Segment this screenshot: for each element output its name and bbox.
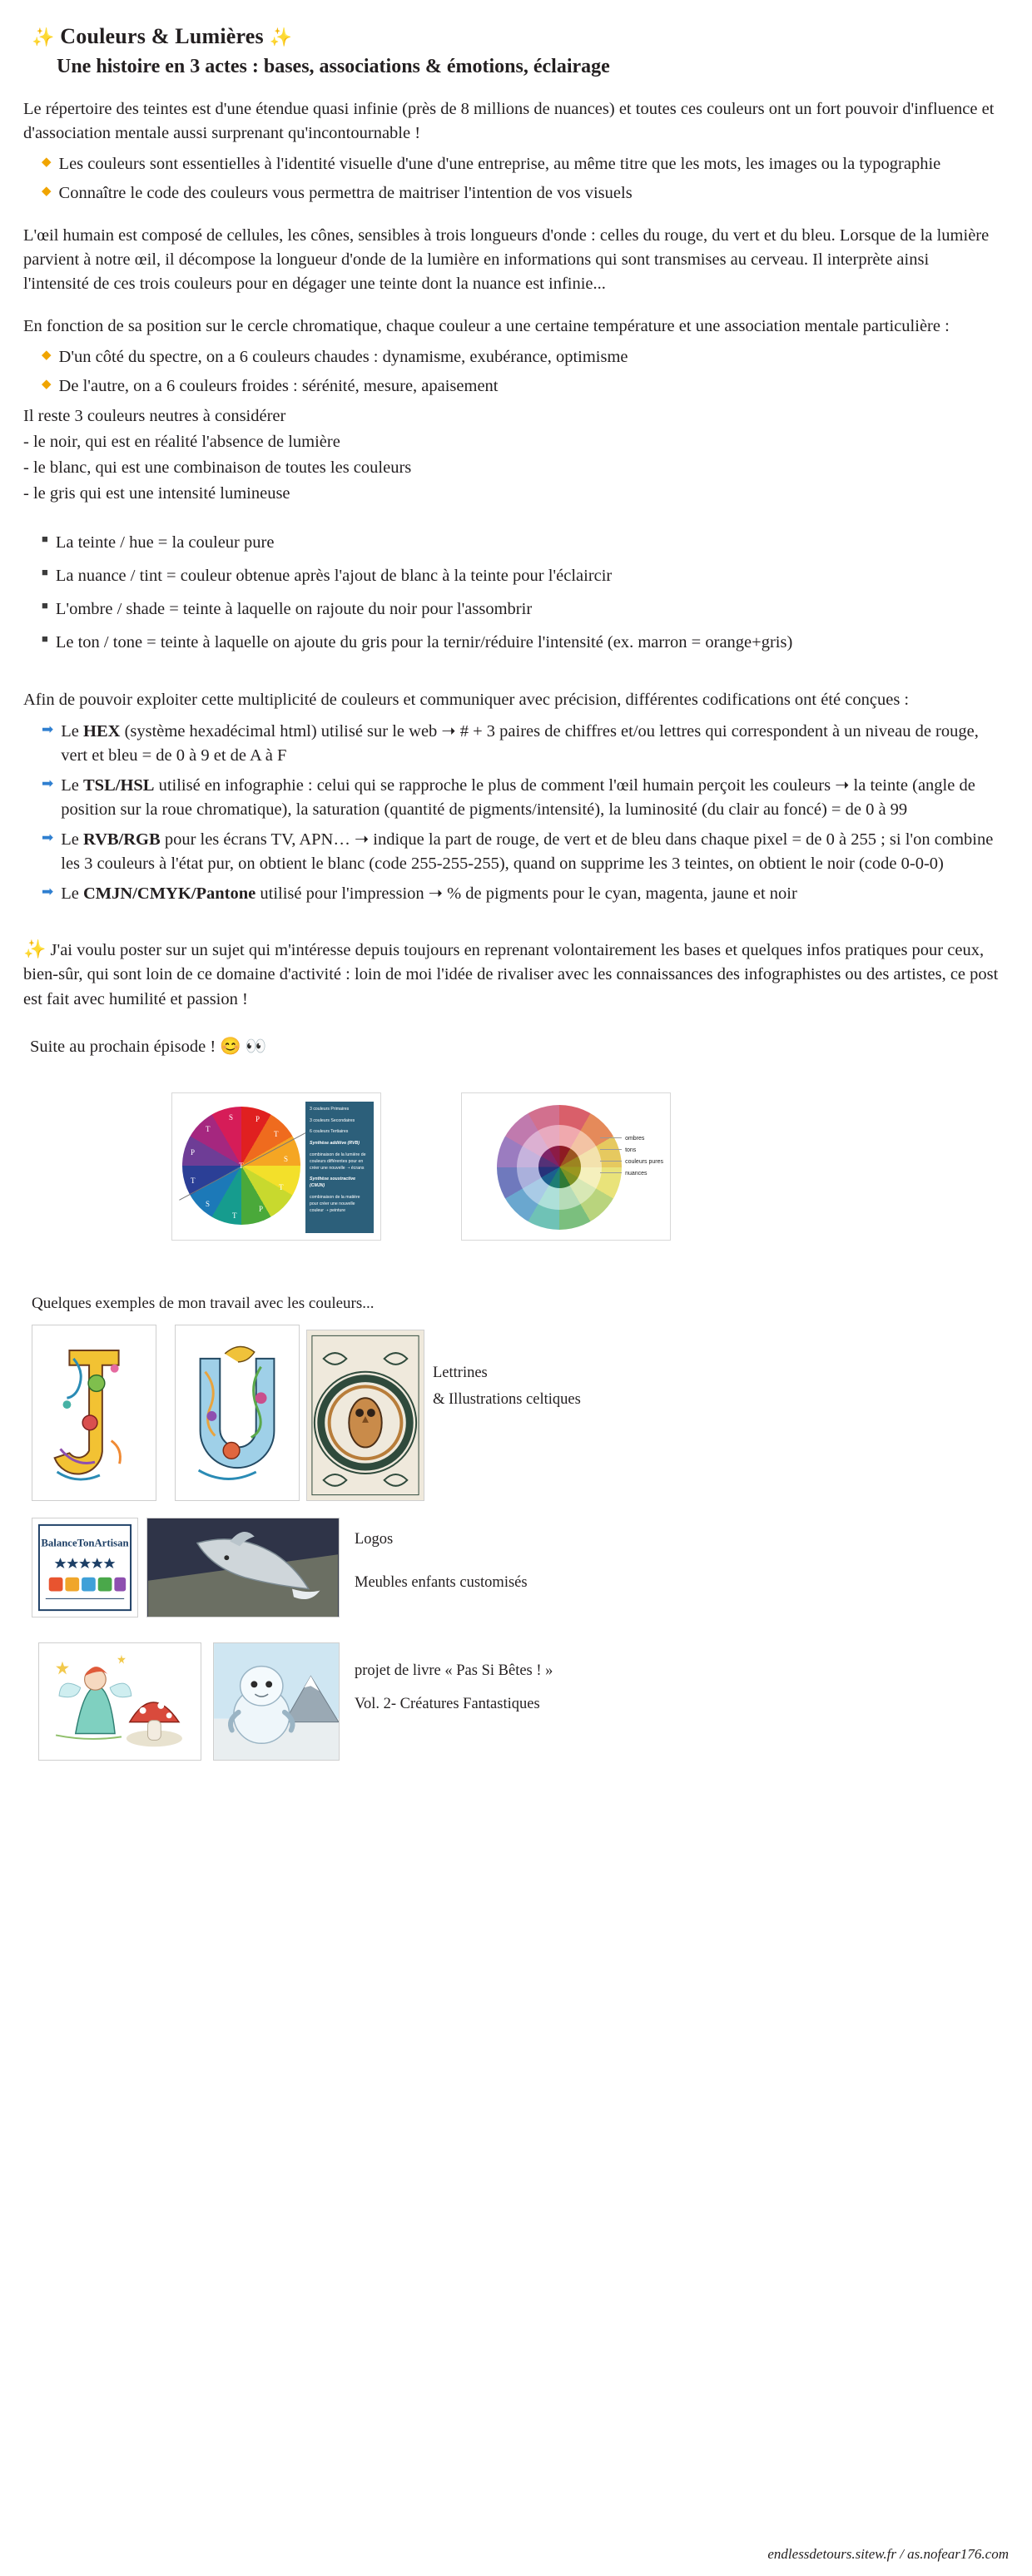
wheel-letter: S bbox=[229, 1112, 234, 1122]
list-item bbox=[42, 374, 999, 399]
title-main: Couleurs & Lumières bbox=[60, 24, 264, 48]
figure-leader-labels bbox=[600, 1133, 663, 1180]
title-block bbox=[32, 23, 999, 79]
square-bullet-icon: ■ bbox=[42, 566, 48, 579]
eye-paragraph: L'œil humain est composé de cellules, les cônes, sensibles à trois longueurs d'onde : celles du rouge, du vert et du bleu. Lorsque de la lumière parvient à notre œil, il décompose la longueur d'onde de la lumière en informations qui sont transmises au cerveau. Il interprète ainsi l'intensité de ces trois couleurs pour en dégager une teinte dont la nuance est infinie... bbox=[23, 225, 990, 294]
figures-row bbox=[23, 1092, 999, 1246]
list-item bbox=[42, 564, 999, 588]
wheel-letter: S bbox=[206, 1199, 211, 1208]
next-episode-text: Suite au prochain épisode ! 😊 👀 bbox=[30, 1037, 267, 1056]
temperature-bullets bbox=[23, 345, 999, 399]
legend-additive-title: Synthèse additive (RVB) bbox=[310, 1141, 360, 1147]
list-item bbox=[42, 597, 999, 622]
legend-subtractive-text: combinaison de la matière pour créer une nouvelle couleur ➝ peinture bbox=[310, 1194, 360, 1213]
artwork-fairy-illustration bbox=[38, 1642, 201, 1761]
wheel-letter: P bbox=[259, 1204, 264, 1213]
code-prefix: Le bbox=[61, 830, 83, 850]
list-item bbox=[42, 882, 999, 906]
identity-bullets bbox=[23, 152, 999, 206]
wheel-letter: T bbox=[232, 1211, 237, 1220]
list-item bbox=[42, 631, 999, 655]
legend-subtractive-title: Synthèse soustractive (CMJN) bbox=[310, 1177, 356, 1189]
leader-couleurs-pures: couleurs pures bbox=[625, 1158, 663, 1165]
list-item bbox=[42, 720, 999, 768]
figure-legend-panel bbox=[305, 1102, 374, 1233]
intro-paragraph: Le répertoire des teintes est d'une étendue quasi infinie (près de 8 millions de nuances) et toutes ces couleurs ont un fort pouvoir d'influence et d'association mentale aussi surprenant qu'incontournable ! bbox=[23, 99, 995, 142]
works-caption: Quelques exemples de mon travail avec les couleurs... bbox=[32, 1294, 375, 1312]
leader-ombres: ombres bbox=[625, 1135, 645, 1142]
code-text: utilisé en infographie : celui qui se rapproche le plus de comment l'œil humain perçoit les couleurs ➝ la teinte (angle de position sur la roue chromatique), la saturation (quantité de pigments/intensité), la luminosité (du clair au foncé) = de 0 à 99 bbox=[61, 775, 975, 819]
list-item bbox=[42, 531, 999, 555]
list-item-label: De l'autre, on a 6 couleurs froides : sérénité, mesure, apaisement bbox=[58, 377, 499, 396]
page-title bbox=[32, 23, 999, 51]
artwork-dolphin-furniture bbox=[146, 1518, 340, 1617]
works-gallery bbox=[23, 1325, 999, 1957]
list-item bbox=[42, 828, 999, 876]
wheel-letter: T bbox=[274, 1129, 279, 1138]
wheel-letter: S bbox=[284, 1154, 289, 1163]
code-name: HEX bbox=[83, 721, 121, 741]
wheel-letter: P bbox=[191, 1147, 196, 1157]
diamond-bullet-icon: ◆ bbox=[42, 184, 52, 198]
artwork-yeti-illustration bbox=[213, 1642, 340, 1761]
list-item-label: Les couleurs sont essentielles à l'identité visuelle d'une d'une entreprise, au même titre que les mots, les images ou la typographie bbox=[58, 154, 941, 173]
figure-color-wheel-shades bbox=[461, 1092, 671, 1241]
code-text: pour les écrans TV, APN… ➝ indique la part de rouge, de vert et de bleu dans chaque pixel = de 0 à 255 ; si l'on combine les 3 couleurs à l'état pur, on obtient le blanc (code 255-255-255), quand on supprime les 3 teintes, on obtient le noir (code 0-0-0) bbox=[61, 830, 994, 874]
wheel-letter: P bbox=[256, 1114, 260, 1123]
square-bullet-icon: ■ bbox=[42, 599, 48, 612]
wheel-paragraph: En fonction de sa position sur le cercle chromatique, chaque couleur a une certaine température et une association mentale particulière : bbox=[23, 317, 950, 336]
footer-links[interactable]: endlessdetours.sitew.fr / as.nofear176.com bbox=[767, 2546, 1009, 2562]
sparkle-icon: ✨ bbox=[32, 27, 55, 47]
label-meubles: Meubles enfants customisés bbox=[355, 1573, 528, 1591]
diamond-bullet-icon: ◆ bbox=[42, 378, 52, 392]
codification-intro: Afin de pouvoir exploiter cette multiplicité de couleurs et communiquer avec précision, différentes codifications ont été conçues : bbox=[23, 691, 910, 710]
artwork-lettrine-j bbox=[32, 1325, 156, 1501]
label-illustrations: & Illustrations celtiques bbox=[433, 1390, 581, 1408]
arrow-box-icon: ➡ bbox=[42, 830, 54, 846]
wheel-letter: T bbox=[206, 1124, 211, 1133]
code-prefix: Le bbox=[61, 884, 83, 904]
page-subtitle: Une histoire en 3 actes : bases, associations & émotions, éclairage bbox=[57, 55, 610, 77]
label-logos: Logos bbox=[355, 1530, 394, 1548]
code-name: RVB/RGB bbox=[83, 830, 161, 850]
figure-color-wheel-primary bbox=[171, 1092, 381, 1241]
artwork-logo-balancetonartisan bbox=[32, 1518, 138, 1617]
artwork-lettrine-u bbox=[175, 1325, 300, 1501]
legend-primaries: 3 couleurs Primaires bbox=[310, 1106, 350, 1112]
list-item-label: L'ombre / shade = teinte à laquelle on rajoute du noir pour l'assombrir bbox=[55, 600, 533, 619]
square-bullet-icon: ■ bbox=[42, 632, 48, 646]
list-item-label: Le ton / tone = teinte à laquelle on ajoute du gris pour la ternir/réduire l'intensité (ex. marron = orange+gris) bbox=[55, 633, 793, 652]
code-text: (système hexadécimal html) utilisé sur le web ➝ # + 3 paires de chiffres et/ou lettres qui correspondent à un niveau de rouge, vert et bleu = de 0 à 9 et de A à F bbox=[61, 721, 979, 765]
arrow-box-icon: ➡ bbox=[42, 775, 54, 791]
artwork-celtic-owl bbox=[306, 1330, 424, 1501]
list-item-label: La nuance / tint = couleur obtenue après l'ajout de blanc à la teinte pour l'éclaircir bbox=[55, 567, 613, 586]
sparkle-icon-2: ✨ bbox=[269, 27, 293, 47]
closing-paragraph bbox=[23, 936, 999, 1011]
wheel-letter: T bbox=[239, 1161, 244, 1170]
sparkle-icon-3: ✨ bbox=[23, 939, 47, 960]
color-wheel-1 bbox=[182, 1107, 300, 1225]
svg-text:BalanceTonArtisan: BalanceTonArtisan bbox=[41, 1537, 129, 1549]
neutrals-intro: Il reste 3 couleurs neutres à considérer bbox=[23, 406, 286, 425]
list-item-label: La teinte / hue = la couleur pure bbox=[55, 533, 275, 552]
code-prefix: Le bbox=[61, 775, 83, 795]
list-item bbox=[42, 774, 999, 822]
closing-text: J'ai voulu poster sur un sujet qui m'intéresse depuis toujours en reprenant volontairement les bases et quelques infos pratiques pour ceux, bien-sûr, qui sont loin de ce domaine d'activité : loin de moi l'idée de rivaliser avec les connaissances des infographistes ou des artistes, ce post est fait avec humilité et passion ! bbox=[23, 941, 999, 1008]
leader-tons: tons bbox=[625, 1147, 637, 1153]
neutral-item-white: - le blanc, qui est une combinaison de toutes les couleurs bbox=[23, 458, 412, 477]
list-item-label: D'un côté du spectre, on a 6 couleurs chaudes : dynamisme, exubérance, optimisme bbox=[58, 348, 628, 367]
legend-secondaries: 3 couleurs Secondaires bbox=[310, 1117, 355, 1123]
color-wheel-shades-core bbox=[538, 1146, 581, 1188]
neutral-item-grey: - le gris qui est une intensité lumineuse bbox=[23, 483, 290, 503]
wheel-letter: T bbox=[279, 1182, 284, 1191]
arrow-box-icon: ➡ bbox=[42, 721, 54, 737]
wheel-letter: T bbox=[191, 1176, 196, 1185]
list-item bbox=[42, 152, 999, 176]
list-item bbox=[42, 181, 999, 206]
list-item bbox=[42, 345, 999, 369]
leader-nuances: nuances bbox=[625, 1170, 647, 1177]
code-text: utilisé pour l'impression ➝ % de pigments pour le cyan, magenta, jaune et noir bbox=[256, 884, 797, 904]
neutral-item-black: - le noir, qui est en réalité l'absence de lumière bbox=[23, 432, 340, 451]
codes-list bbox=[23, 720, 999, 907]
label-lettrines: Lettrines bbox=[433, 1364, 488, 1381]
legend-additive-text: combinaison de la lumière de couleurs différentes pour en créer une nouvelle ➝ écrans bbox=[310, 1152, 366, 1171]
definitions-list bbox=[23, 531, 999, 655]
code-name: TSL/HSL bbox=[83, 775, 155, 795]
code-prefix: Le bbox=[61, 721, 83, 741]
list-item-label: Connaître le code des couleurs vous permettra de maitriser l'intention de vos visuels bbox=[58, 183, 633, 202]
diamond-bullet-icon: ◆ bbox=[42, 155, 52, 169]
code-name: CMJN/CMYK/Pantone bbox=[83, 884, 256, 904]
square-bullet-icon: ■ bbox=[42, 533, 48, 546]
legend-tertiaries: 6 couleurs Tertiaires bbox=[310, 1129, 349, 1135]
label-projet-livre: projet de livre « Pas Si Bêtes ! » bbox=[355, 1662, 553, 1679]
diamond-bullet-icon: ◆ bbox=[42, 349, 52, 363]
label-volume: Vol. 2- Créatures Fantastiques bbox=[355, 1695, 540, 1712]
arrow-box-icon: ➡ bbox=[42, 884, 54, 900]
